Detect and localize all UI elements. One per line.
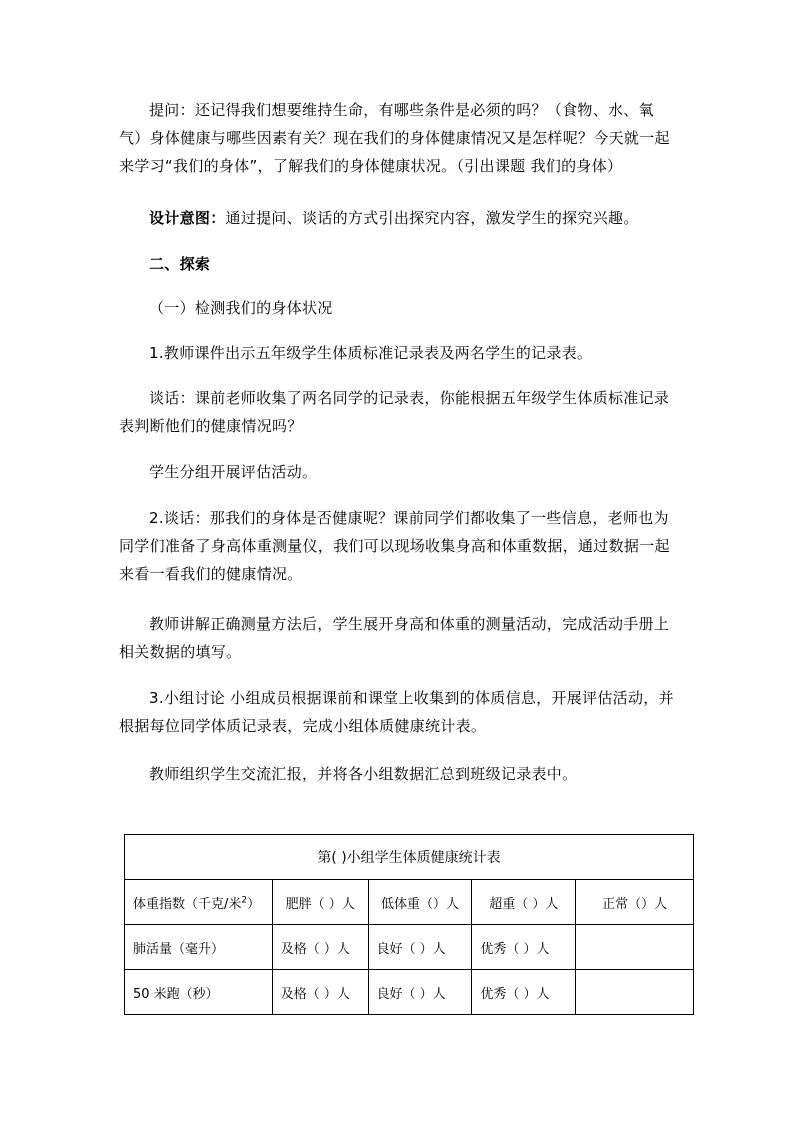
table-cell: 及格（ ）人 bbox=[272, 970, 368, 1015]
table-cell: 肥胖（ ）人 bbox=[272, 880, 368, 925]
paragraph-measurement: 教师讲解正确测量方法后，学生展开身高和体重的测量活动，完成活动手册上相关数据的填写。 bbox=[119, 615, 670, 661]
row-label-50m-run: 50 米跑（秒） bbox=[125, 970, 273, 1015]
table-title-row bbox=[125, 835, 694, 880]
table-cell: 低体重（）人 bbox=[368, 880, 472, 925]
fitness-stats-table bbox=[124, 834, 694, 1015]
table-cell bbox=[576, 925, 694, 970]
row-label-lung-capacity: 肺活量（毫升） bbox=[125, 925, 273, 970]
paragraph-design-intent bbox=[119, 204, 677, 232]
bmi-label-text: 体重指数（千克/米 bbox=[133, 896, 242, 912]
paragraph-step-3: 3.小组讨论 小组成员根据课前和课堂上收集到的体质信息，开展评估活动，并根据每位同学体质记录表，完成小组体质健康统计表。 bbox=[119, 689, 674, 735]
table-cell: 优秀（ ）人 bbox=[472, 925, 576, 970]
table-cell: 优秀（ ）人 bbox=[472, 970, 576, 1015]
paragraph-report: 教师组织学生交流汇报，并将各小组数据汇总到班级记录表中。 bbox=[149, 765, 578, 783]
table-cell: 良好（ ）人 bbox=[368, 970, 472, 1015]
design-intent-text: 通过提问、谈话的方式引出探究内容，激发学生的探究兴趣。 bbox=[225, 209, 639, 227]
paragraph-step-2: 2.谈话：那我们的身体是否健康呢？课前同学们都收集了一些信息，老师也为同学们准备了身高体重测量仪，我们可以现场收集身高和体重数据，通过数据一起来看一看我们的健康情况。 bbox=[119, 509, 670, 583]
subsection-heading: （一）检测我们的身体状况 bbox=[149, 299, 333, 317]
table-cell bbox=[576, 970, 694, 1015]
paragraph-step-1: 1.教师课件出示五年级学生体质标准记录表及两名学生的记录表。 bbox=[149, 344, 593, 362]
paragraph-question: 提问：还记得我们想要维持生命，有哪些条件是必须的吗？（食物、水、氧气）身体健康与哪些因素有关？现在我们的身体健康情况又是怎样呢？今天就一起来学习“我们的身体”，了解我们的身体健康状况。（引出课题 我们的身体） bbox=[119, 101, 670, 175]
table-title: 第( )小组学生体质健康统计表 bbox=[125, 835, 694, 880]
table-row bbox=[125, 925, 694, 970]
row-label-bmi bbox=[125, 880, 273, 925]
paragraph-group-activity: 学生分组开展评估活动。 bbox=[149, 463, 318, 481]
bmi-label-end: ） bbox=[247, 896, 261, 912]
section-heading-explore: 二、探索 bbox=[149, 255, 211, 273]
table-cell: 正常（）人 bbox=[576, 880, 694, 925]
design-intent-label: 设计意图： bbox=[149, 209, 226, 227]
table-cell: 超重（ ）人 bbox=[472, 880, 576, 925]
table-cell: 及格（ ）人 bbox=[272, 925, 368, 970]
table-row bbox=[125, 880, 694, 925]
table-cell: 良好（ ）人 bbox=[368, 925, 472, 970]
table-row bbox=[125, 970, 694, 1015]
paragraph-talk-1: 谈话：课前老师收集了两名同学的记录表，你能根据五年级学生体质标准记录表判断他们的健康情况吗？ bbox=[119, 389, 670, 435]
bmi-label-superscript: 2 bbox=[241, 895, 248, 906]
